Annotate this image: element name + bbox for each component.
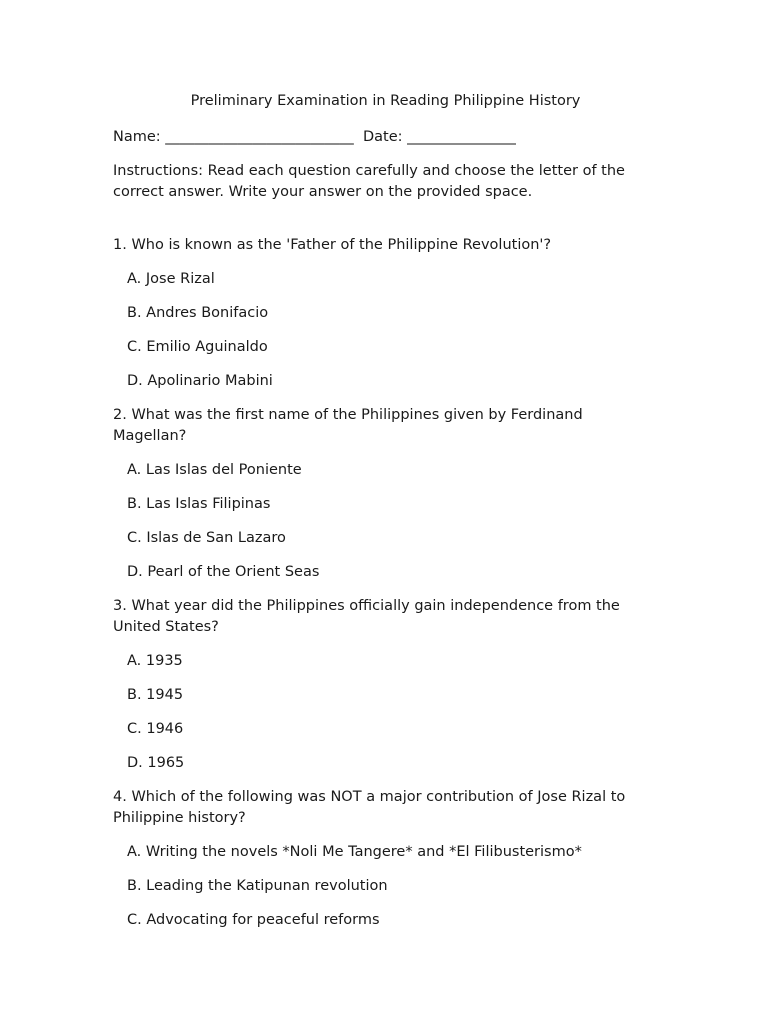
question-text: 4. Which of the following was NOT a major contribution of Jose Rizal to Philippine history? (113, 789, 626, 826)
option-b: B. 1945 (127, 687, 184, 703)
instructions: Instructions: Read each question carefully and choose the letter of the correct answer. Write your answer on the provided space. (113, 163, 625, 200)
question-text: 2. What was the first name of the Philippines given by Ferdinand Magellan? (113, 407, 583, 444)
option-b: B. Leading the Katipunan revolution (127, 878, 388, 894)
answer-options (113, 842, 658, 931)
answer-options (113, 651, 658, 774)
name-date-line: Name: __________________________ Date: _______________ (113, 129, 516, 145)
option-a: A. Jose Rizal (127, 271, 215, 287)
option-d: D. 1965 (127, 755, 185, 771)
option-b: B. Andres Bonifacio (127, 305, 269, 321)
option-d: D. Pearl of the Orient Seas (127, 564, 320, 580)
option-c: C. Emilio Aguinaldo (127, 339, 268, 355)
option-c: C. Advocating for peaceful reforms (127, 912, 380, 928)
option-c: C. Islas de San Lazaro (127, 530, 286, 546)
exam-title: Preliminary Examination in Reading Philippine History (190, 93, 581, 109)
question-4 (113, 787, 658, 931)
question-1 (113, 235, 658, 392)
option-c: C. 1946 (127, 721, 184, 737)
question-text: 1. Who is known as the 'Father of the Philippine Revolution'? (113, 237, 552, 253)
question-2 (113, 405, 658, 583)
question-3 (113, 596, 658, 774)
answer-options (113, 460, 658, 583)
option-a: A. Writing the novels *Noli Me Tangere* and *El Filibusterismo* (127, 844, 582, 860)
option-d: D. Apolinario Mabini (127, 373, 273, 389)
question-text: 3. What year did the Philippines officially gain independence from the United States? (113, 598, 620, 635)
option-b: B. Las Islas Filipinas (127, 496, 271, 512)
exam-page (113, 91, 658, 944)
option-a: A. 1935 (127, 653, 183, 669)
answer-options (113, 269, 658, 392)
option-a: A. Las Islas del Poniente (127, 462, 302, 478)
